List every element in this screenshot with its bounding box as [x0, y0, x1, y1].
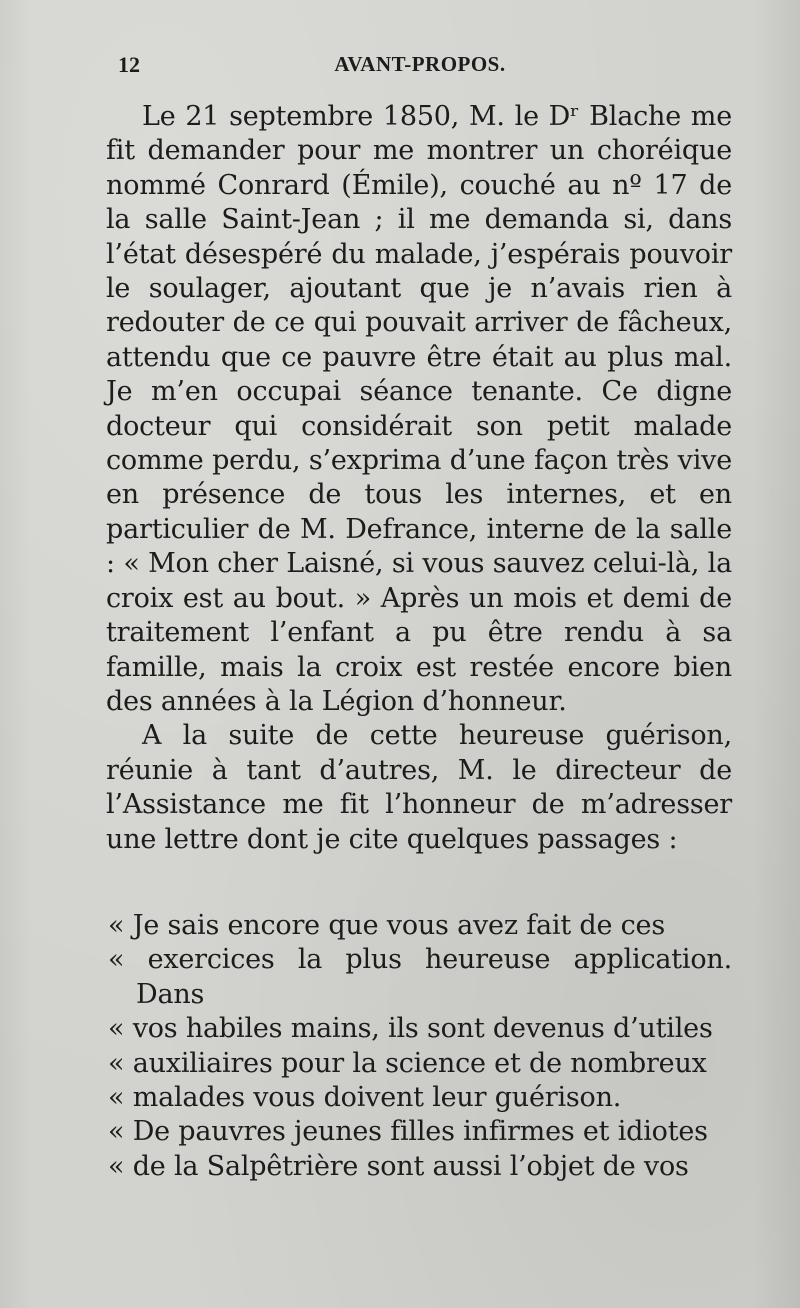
paragraph: A la suite de cette heureuse guérison, réunie à tant d’autres, M. le directeur de l’Assistance me fit l’honneur de m’adresser une lettre dont je cite quelques passages :	[106, 720, 732, 855]
quote-line: « De pauvres jeunes filles infirmes et idiotes	[108, 1116, 708, 1148]
paragraph: Le 21 septembre 1850, M. le Dʳ Blache me fit demander pour me montrer un choréique nommé Conrard (Émile), couché au nº 17 de la salle Saint-Jean ; il me demanda si, dans l’état désespéré du malade, j’espérais pouvoir le soulager, ajoutant que je n’avais rien à redouter de ce qui pouvait arriver de fâcheux, attendu que ce pauvre être était au plus mal. Je m’en occupai séance tenante. Ce digne docteur qui considérait son petit malade comme perdu, s’exprima d’une façon très vive en présence de tous les internes, et en particulier de M. Defrance, interne de la salle : « Mon cher Laisné, si vous sauvez celui-là, la croix est au bout. » Après un mois et demi de traitement l’enfant a pu être rendu à sa famille, mais la croix est restée encore bien des années à la Légion d’honneur.	[106, 101, 732, 717]
quoted-letter	[106, 909, 732, 1184]
quote-line: « auxiliaires pour la science et de nombreux	[108, 1047, 707, 1079]
section-gap	[106, 857, 732, 909]
quote-line: « de la Salpêtrière sont aussi l’objet de vos	[108, 1150, 689, 1182]
running-head	[110, 48, 730, 82]
page-number: 12	[118, 52, 140, 77]
running-title: AVANT-PROPOS.	[334, 52, 506, 76]
quote-line: « Je sais encore que vous avez fait de ces	[108, 909, 665, 941]
body-text	[106, 100, 732, 1184]
quote-line: « exercices la plus heureuse application. Dans	[108, 944, 732, 1010]
quote-line: « malades vous doivent leur guérison.	[108, 1081, 622, 1113]
quote-line: « vos habiles mains, ils sont devenus d’utiles	[108, 1013, 713, 1045]
